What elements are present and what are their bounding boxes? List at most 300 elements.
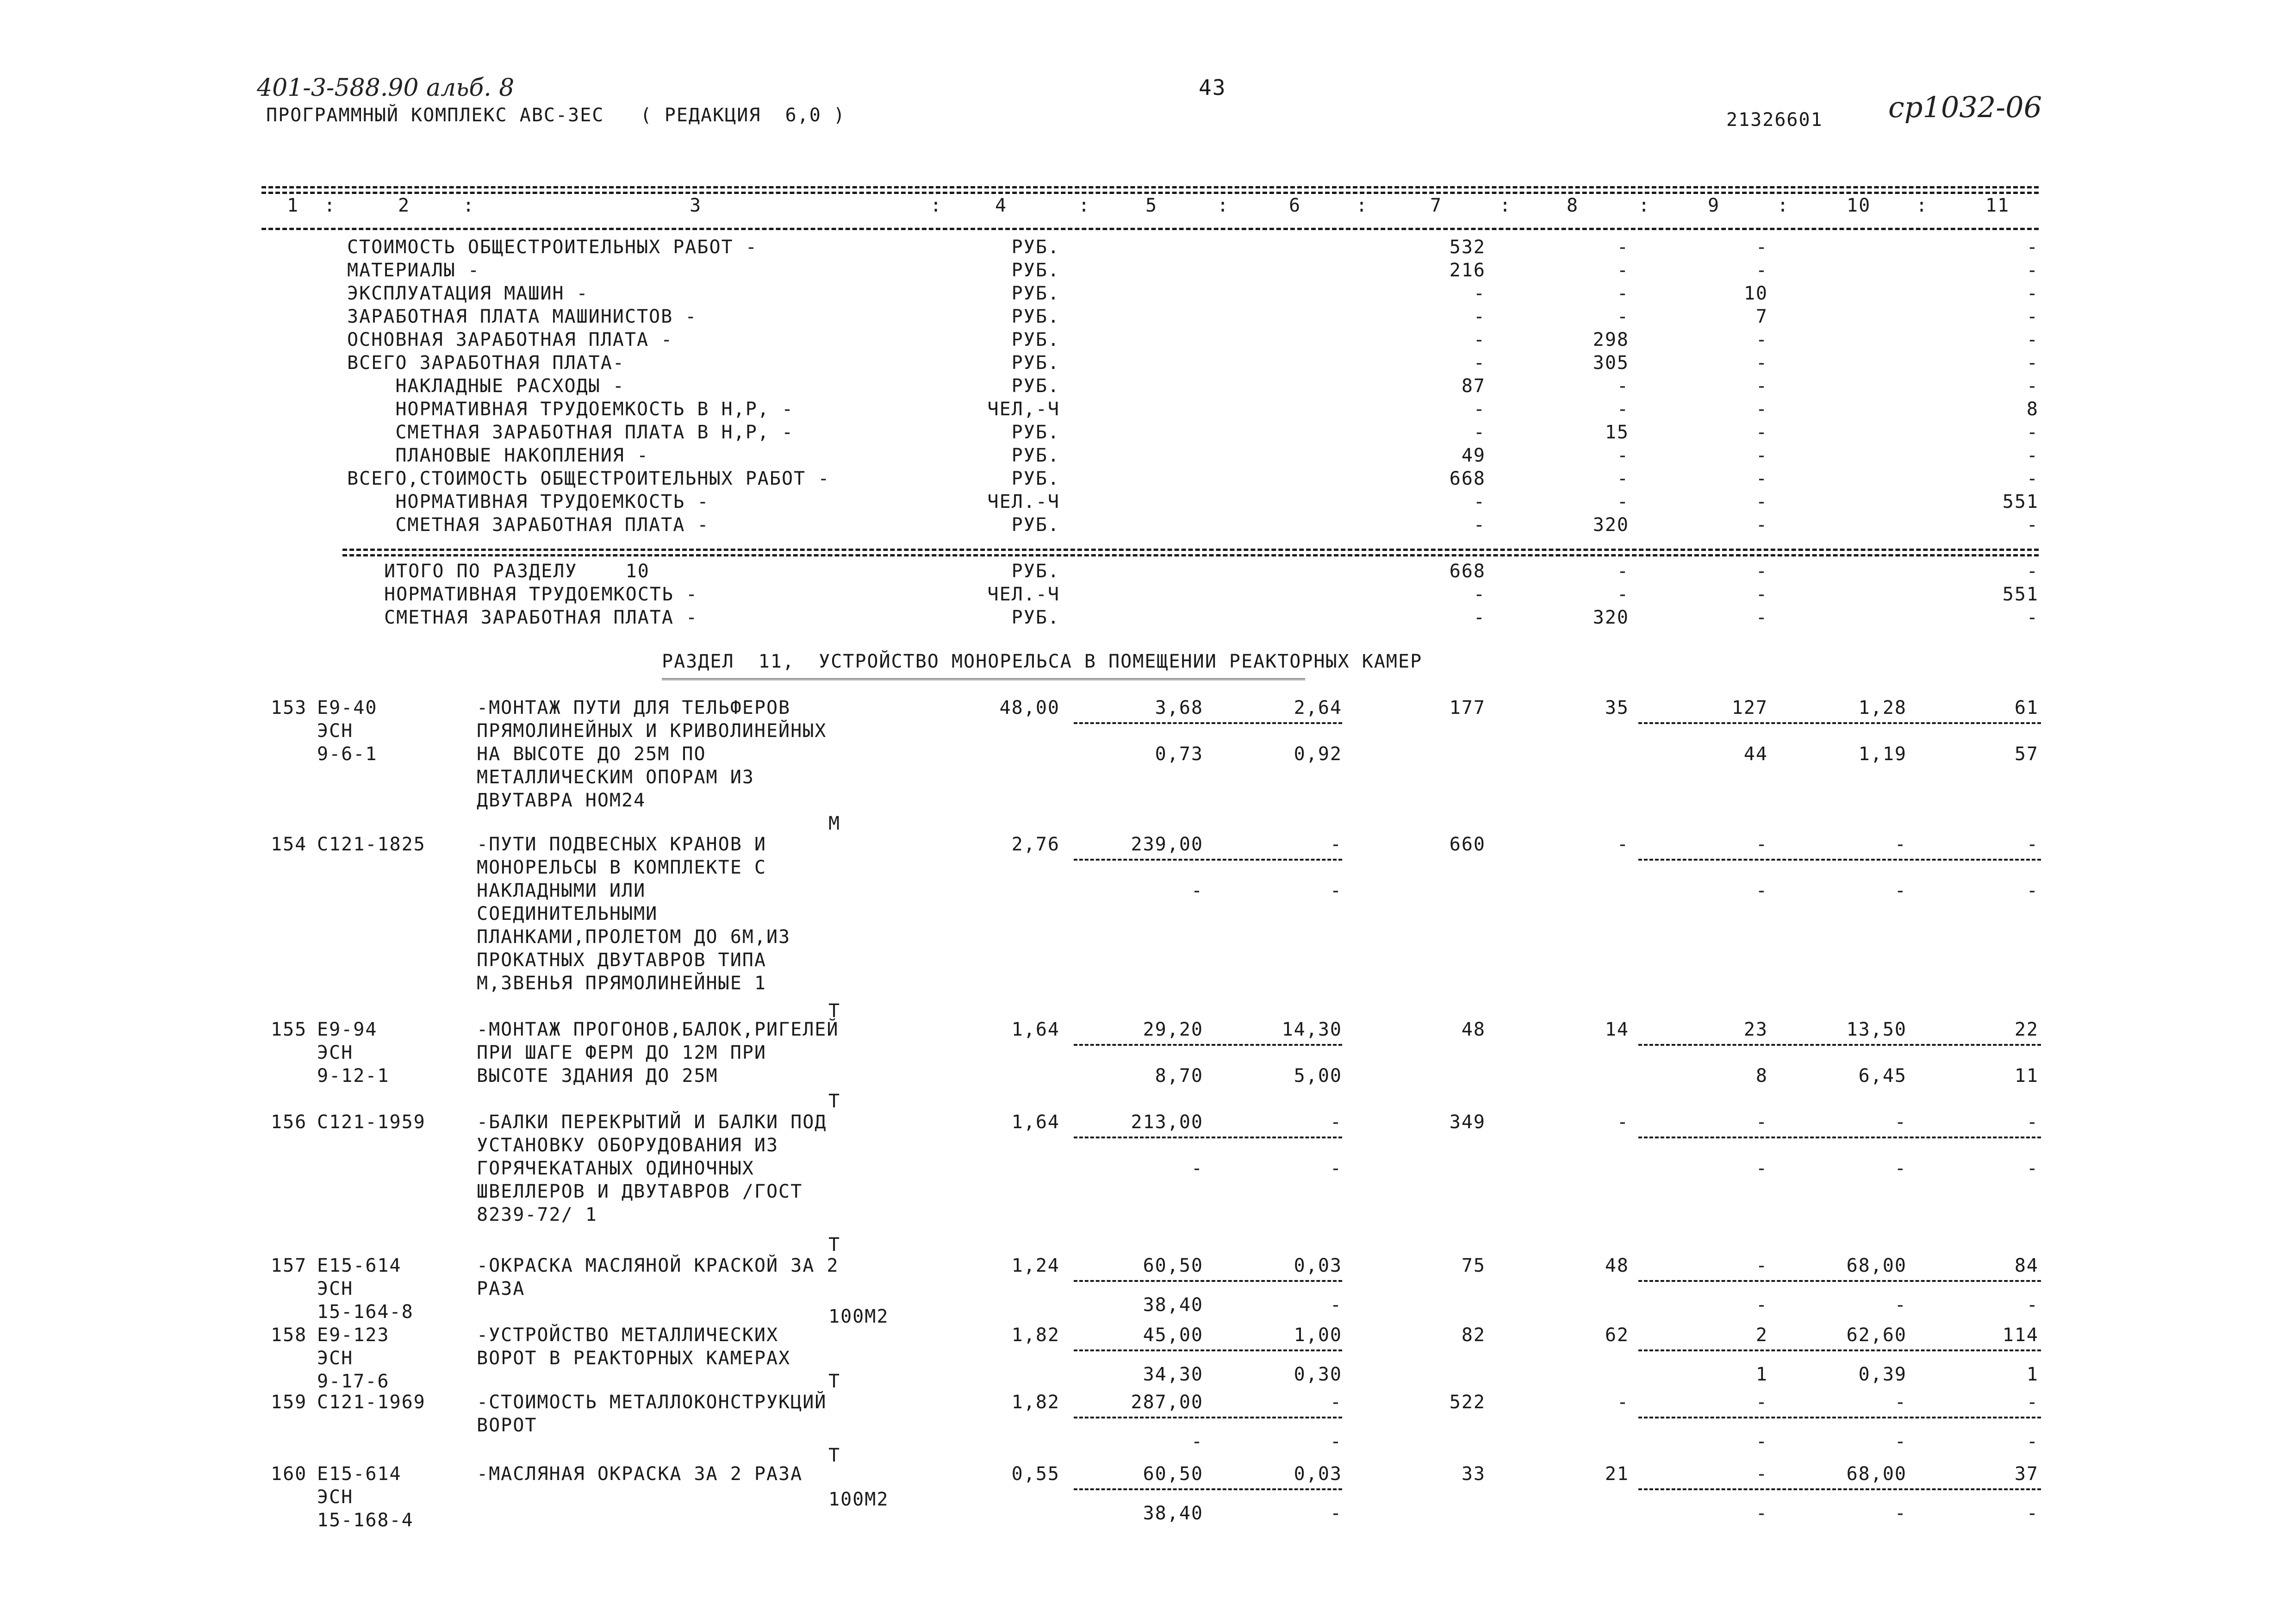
column-header-7: 7 (1430, 195, 1443, 216)
column-separator: : (1638, 195, 1651, 216)
summary-unit: РУБ. (1011, 375, 1060, 397)
item-code: С121-1959 (317, 1112, 426, 1133)
value-divider (1638, 859, 2041, 861)
item-value-c10b: - (1894, 880, 1907, 901)
item-description: -МОНТАЖ ПУТИ ДЛЯ ТЕЛЬФЕРОВ (477, 697, 791, 718)
item-value-c8: - (1617, 1392, 1629, 1413)
column-header-2: 2 (398, 195, 411, 216)
total-label: СМЕТНАЯ ЗАРАБОТНАЯ ПЛАТА - (384, 607, 698, 628)
value-divider (1074, 1044, 1342, 1046)
item-value-c5b: 38,40 (1143, 1294, 1203, 1316)
item-value-c7: 75 (1461, 1255, 1486, 1276)
item-value-c6b: - (1330, 1431, 1342, 1452)
summary-label: НАКЛАДНЫЕ РАСХОДЫ - (347, 375, 625, 397)
item-value-c7: 660 (1449, 834, 1486, 855)
total-value-c11: - (2026, 607, 2039, 628)
summary-value-c7: - (1473, 352, 1486, 374)
item-value-c9: - (1755, 1255, 1768, 1276)
column-header-11: 11 (1985, 195, 2010, 216)
total-unit: РУБ. (1011, 607, 1060, 628)
item-value-c10b: - (1894, 1294, 1907, 1316)
item-value-c6b: 0,30 (1294, 1364, 1342, 1385)
item-unit: Т (828, 1445, 841, 1466)
item-code: Е15-614 (317, 1463, 402, 1485)
value-divider (1074, 1137, 1342, 1138)
summary-value-c7: - (1473, 514, 1486, 536)
summary-value-c9: - (1755, 399, 1768, 420)
item-description: ВОРОТ (477, 1415, 537, 1436)
total-unit: РУБ. (1011, 561, 1060, 582)
item-number: 153 (271, 697, 307, 718)
summary-label: ОСНОВНАЯ ЗАРАБОТНАЯ ПЛАТА - (347, 329, 673, 350)
value-divider (1074, 1488, 1342, 1490)
summary-value-c11: - (2026, 352, 2039, 374)
item-value-c11b: - (2026, 1503, 2039, 1524)
summary-value-c8: - (1617, 491, 1629, 512)
item-value-c10b: 6,45 (1858, 1065, 1907, 1087)
item-value-c9: - (1755, 834, 1768, 855)
column-header-9: 9 (1708, 195, 1720, 216)
item-value-c6b: 0,92 (1294, 743, 1342, 765)
item-value-c4: 1,64 (1011, 1019, 1060, 1040)
header-bottom-rule (261, 228, 2039, 230)
item-unit: М (828, 813, 841, 834)
item-value-c8: - (1617, 834, 1629, 855)
value-divider (1074, 1280, 1342, 1282)
item-description: ГОРЯЧЕКАТАНЫХ ОДИНОЧНЫХ (477, 1158, 754, 1179)
item-value-c8: - (1617, 1112, 1629, 1133)
item-description: МЕТАЛЛИЧЕСКИМ ОПОРАМ ИЗ (477, 767, 754, 788)
summary-value-c11: - (2026, 422, 2039, 443)
item-description: М,ЗВЕНЬЯ ПРЯМОЛИНЕЙНЫЕ 1 (477, 973, 766, 994)
summary-unit: РУБ. (1011, 237, 1060, 258)
summary-unit: РУБ. (1011, 514, 1060, 536)
item-value-c5b: - (1191, 1431, 1203, 1452)
page-number: 43 (1199, 75, 1226, 100)
item-value-c4: 0,55 (1011, 1463, 1060, 1485)
column-header-3: 3 (690, 195, 702, 216)
value-divider (1638, 1488, 2041, 1490)
summary-value-c7: - (1473, 399, 1486, 420)
column-header-4: 4 (995, 195, 1008, 216)
summary-value-c8: - (1617, 399, 1629, 420)
column-header-8: 8 (1567, 195, 1579, 216)
item-value-c10: 68,00 (1846, 1463, 1907, 1485)
summary-value-c7: - (1473, 491, 1486, 512)
item-value-c5b: - (1191, 1158, 1203, 1179)
item-value-c8: 14 (1605, 1019, 1629, 1040)
item-value-c9: - (1755, 1112, 1768, 1133)
summary-unit: РУБ. (1011, 422, 1060, 443)
item-description: -ОКРАСКА МАСЛЯНОЙ КРАСКОЙ ЗА 2 (477, 1255, 839, 1276)
item-description: -БАЛКИ ПЕРЕКРЫТИЙ И БАЛКИ ПОД (477, 1112, 827, 1133)
column-separator: : (1356, 195, 1369, 216)
item-description: -УСТРОЙСТВО МЕТАЛЛИЧЕСКИХ (477, 1324, 779, 1346)
column-separator: : (1217, 195, 1230, 216)
item-value-c9: 127 (1731, 697, 1768, 718)
item-value-c6b: - (1330, 1294, 1342, 1316)
item-description: НА ВЫСОТЕ ДО 25М ПО (477, 743, 706, 765)
total-value-c8: - (1617, 561, 1629, 582)
item-value-c9: 2 (1755, 1324, 1768, 1346)
summary-value-c8: - (1617, 306, 1629, 327)
item-value-c9b: - (1755, 1431, 1768, 1452)
item-description: ПРОКАТНЫХ ДВУТАВРОВ ТИПА (477, 949, 766, 971)
summary-value-c8: 298 (1593, 329, 1629, 350)
item-value-c11: 37 (2014, 1463, 2039, 1485)
item-value-c8: 62 (1605, 1324, 1629, 1346)
total-value-c11: 551 (2002, 584, 2039, 605)
summary-unit: РУБ. (1011, 306, 1060, 327)
item-value-c4: 2,76 (1011, 834, 1060, 855)
column-separator: : (1500, 195, 1512, 216)
item-value-c10: - (1894, 1112, 1907, 1133)
item-value-c9b: - (1755, 1158, 1768, 1179)
total-value-c11: - (2026, 561, 2039, 582)
item-value-c9: - (1755, 1392, 1768, 1413)
item-value-c6: 14,30 (1282, 1019, 1342, 1040)
item-value-c7: 349 (1449, 1112, 1486, 1133)
summary-label: НОРМАТИВНАЯ ТРУДОЕМКОСТЬ - (347, 491, 709, 512)
summary-unit: РУБ. (1011, 260, 1060, 281)
item-description: ПРЯМОЛИНЕЙНЫХ И КРИВОЛИНЕЙНЫХ (477, 720, 827, 742)
item-code: ЭСН (317, 720, 354, 742)
summary-value-c7: 668 (1449, 468, 1486, 489)
summary-value-c8: - (1617, 468, 1629, 489)
item-description: ПЛАНКАМИ,ПРОЛЕТОМ ДО 6М,ИЗ (477, 926, 791, 948)
summary-label: НОРМАТИВНАЯ ТРУДОЕМКОСТЬ В Н,Р, - (347, 399, 794, 420)
value-divider (1638, 722, 2041, 724)
total-label: ИТОГО ПО РАЗДЕЛУ 10 (384, 561, 650, 582)
item-code: С121-1969 (317, 1392, 426, 1413)
item-value-c11: 114 (2002, 1324, 2039, 1346)
item-value-c5b: - (1191, 880, 1203, 901)
item-value-c11: - (2026, 834, 2039, 855)
item-value-c6b: - (1330, 1503, 1342, 1524)
summary-value-c11: 551 (2002, 491, 2039, 512)
summary-value-c11: - (2026, 283, 2039, 304)
item-description: 8239-72/ 1 (477, 1204, 597, 1225)
total-value-c8: - (1617, 584, 1629, 605)
item-value-c5b: 8,70 (1155, 1065, 1203, 1087)
summary-value-c8: 305 (1593, 352, 1629, 374)
summary-value-c8: 15 (1605, 422, 1629, 443)
item-unit: Т (828, 1091, 841, 1112)
item-value-c11: - (2026, 1112, 2039, 1133)
item-code: 9-17-6 (317, 1371, 390, 1392)
total-unit: ЧЕЛ.-Ч (987, 584, 1060, 605)
item-unit: Т (828, 1234, 841, 1255)
item-unit: 100М2 (828, 1306, 889, 1327)
item-value-c6b: 5,00 (1294, 1065, 1342, 1087)
summary-value-c11: - (2026, 306, 2039, 327)
item-code: 9-6-1 (317, 743, 378, 765)
summary-unit: РУБ. (1011, 445, 1060, 466)
item-code: Е9-94 (317, 1019, 378, 1040)
item-value-c9: - (1755, 1463, 1768, 1485)
summary-value-c11: - (2026, 375, 2039, 397)
summary-value-c8: - (1617, 237, 1629, 258)
item-number: 160 (271, 1463, 307, 1485)
value-divider (1074, 859, 1342, 861)
summary-value-c9: - (1755, 514, 1768, 536)
item-description: НАКЛАДНЫМИ ИЛИ (477, 880, 646, 901)
total-value-c9: - (1755, 607, 1768, 628)
item-code: ЭСН (317, 1042, 354, 1063)
item-code: Е9-40 (317, 697, 378, 718)
handwritten-code: ср1032-06 (1888, 90, 2042, 124)
item-value-c10: 62,60 (1846, 1324, 1907, 1346)
item-code: ЭСН (317, 1278, 354, 1299)
item-value-c7: 177 (1449, 697, 1486, 718)
item-value-c9b: - (1755, 1503, 1768, 1524)
item-value-c4: 1,82 (1011, 1392, 1060, 1413)
item-code: С121-1825 (317, 834, 426, 855)
summary-label: ПЛАНОВЫЕ НАКОПЛЕНИЯ - (347, 445, 649, 466)
item-value-c6b: - (1330, 1158, 1342, 1179)
item-value-c9b: 8 (1755, 1065, 1768, 1087)
item-value-c9: 23 (1743, 1019, 1768, 1040)
summary-value-c11: - (2026, 514, 2039, 536)
item-value-c5: 239,00 (1131, 834, 1203, 855)
summary-unit: РУБ. (1011, 468, 1060, 489)
summary-label: СМЕТНАЯ ЗАРАБОТНАЯ ПЛАТА В Н,Р, - (347, 422, 794, 443)
total-label: НОРМАТИВНАЯ ТРУДОЕМКОСТЬ - (384, 584, 698, 605)
item-number: 158 (271, 1324, 307, 1346)
total-value-c7: - (1473, 607, 1486, 628)
item-code: ЭСН (317, 1487, 354, 1508)
value-divider (1074, 722, 1342, 724)
summary-value-c9: - (1755, 491, 1768, 512)
summary-bottom-rule-2 (342, 554, 2039, 556)
item-value-c10: - (1894, 1392, 1907, 1413)
summary-value-c11: - (2026, 445, 2039, 466)
item-value-c5b: 0,73 (1155, 743, 1203, 765)
summary-value-c11: - (2026, 468, 2039, 489)
item-value-c5: 45,00 (1143, 1324, 1203, 1346)
summary-value-c9: - (1755, 445, 1768, 466)
summary-value-c9: - (1755, 329, 1768, 350)
item-value-c5: 3,68 (1155, 697, 1203, 718)
item-value-c10b: 1,19 (1858, 743, 1907, 765)
item-value-c4: 1,64 (1011, 1112, 1060, 1133)
item-description: -МАСЛЯНАЯ ОКРАСКА ЗА 2 РАЗА (477, 1463, 803, 1485)
item-value-c11b: - (2026, 1158, 2039, 1179)
summary-value-c7: - (1473, 306, 1486, 327)
summary-unit: РУБ. (1011, 283, 1060, 304)
summary-label: СТОИМОСТЬ ОБЩЕСТРОИТЕЛЬНЫХ РАБОТ - (347, 237, 758, 258)
column-header-1: 1 (287, 195, 299, 216)
item-value-c10: 1,28 (1858, 697, 1907, 718)
value-divider (1638, 1044, 2041, 1046)
total-value-c7: 668 (1449, 561, 1486, 582)
item-description: ПРИ ШАГЕ ФЕРМ ДО 12М ПРИ (477, 1042, 766, 1063)
item-description: ДВУТАВРА НОМ24 (477, 790, 646, 811)
item-code: 15-168-4 (317, 1510, 414, 1531)
item-unit: 100М2 (828, 1489, 889, 1510)
item-value-c10b: - (1894, 1158, 1907, 1179)
summary-value-c11: - (2026, 237, 2039, 258)
item-value-c11: 22 (2014, 1019, 2039, 1040)
summary-value-c7: - (1473, 329, 1486, 350)
item-value-c6: 0,03 (1294, 1463, 1342, 1485)
item-value-c7: 48 (1461, 1019, 1486, 1040)
summary-value-c11: 8 (2026, 399, 2039, 420)
summary-value-c8: - (1617, 260, 1629, 281)
item-value-c9b: 1 (1755, 1364, 1768, 1385)
item-value-c5: 29,20 (1143, 1019, 1203, 1040)
summary-label: МАТЕРИАЛЫ - (347, 260, 480, 281)
total-value-c7: - (1473, 584, 1486, 605)
item-value-c6: 0,03 (1294, 1255, 1342, 1276)
item-value-c10b: 0,39 (1858, 1364, 1907, 1385)
value-divider (1638, 1280, 2041, 1282)
item-description: МОНОРЕЛЬСЫ В КОМПЛЕКТЕ С (477, 857, 766, 878)
item-value-c5: 287,00 (1131, 1392, 1203, 1413)
section-title: РАЗДЕЛ 11, УСТРОЙСТВО МОНОРЕЛЬСА В ПОМЕЩЕНИИ РЕАКТОРНЫХ КАМЕР (662, 651, 1423, 672)
item-value-c6: 2,64 (1294, 697, 1342, 718)
value-divider (1638, 1349, 2041, 1351)
summary-value-c9: - (1755, 352, 1768, 374)
total-value-c9: - (1755, 584, 1768, 605)
summary-value-c7: 49 (1461, 445, 1486, 466)
column-header-5: 5 (1145, 195, 1158, 216)
item-description: ШВЕЛЛЕРОВ И ДВУТАВРОВ /ГОСТ (477, 1181, 803, 1202)
value-divider (1074, 1417, 1342, 1418)
item-value-c11: 84 (2014, 1255, 2039, 1276)
item-value-c11: 61 (2014, 697, 2039, 718)
summary-value-c9: 10 (1743, 283, 1768, 304)
summary-value-c11: - (2026, 329, 2039, 350)
summary-value-c8: - (1617, 445, 1629, 466)
item-description: УСТАНОВКУ ОБОРУДОВАНИЯ ИЗ (477, 1135, 779, 1156)
item-value-c11b: 57 (2014, 743, 2039, 765)
item-unit: Т (828, 1371, 841, 1392)
item-description: -МОНТАЖ ПРОГОНОВ,БАЛОК,РИГЕЛЕЙ (477, 1019, 839, 1040)
column-separator: : (463, 195, 475, 216)
summary-value-c11: - (2026, 260, 2039, 281)
item-value-c8: 21 (1605, 1463, 1629, 1485)
item-value-c10b: - (1894, 1503, 1907, 1524)
item-value-c6: 1,00 (1294, 1324, 1342, 1346)
item-description: РАЗА (477, 1278, 525, 1299)
item-value-c5b: 34,30 (1143, 1364, 1203, 1385)
item-value-c9b: 44 (1743, 743, 1768, 765)
item-code: Е15-614 (317, 1255, 402, 1276)
value-divider (1638, 1137, 2041, 1138)
summary-value-c9: - (1755, 237, 1768, 258)
summary-unit: РУБ. (1011, 329, 1060, 350)
item-description: -ПУТИ ПОДВЕСНЫХ КРАНОВ И (477, 834, 766, 855)
item-value-c8: 48 (1605, 1255, 1629, 1276)
item-value-c11b: - (2026, 1294, 2039, 1316)
summary-value-c8: - (1617, 375, 1629, 397)
summary-label: ВСЕГО,СТОИМОСТЬ ОБЩЕСТРОИТЕЛЬНЫХ РАБОТ - (347, 468, 830, 489)
item-description: -СТОИМОСТЬ МЕТАЛЛОКОНСТРУКЦИЙ (477, 1392, 827, 1413)
summary-value-c7: - (1473, 283, 1486, 304)
table-top-rule-2 (261, 192, 2039, 194)
summary-value-c7: 87 (1461, 375, 1486, 397)
summary-unit: РУБ. (1011, 352, 1060, 374)
item-code: Е9-123 (317, 1324, 390, 1346)
summary-unit: ЧЕЛ.-Ч (987, 491, 1060, 512)
table-top-rule (261, 186, 2039, 188)
item-description: ВЫСОТЕ ЗДАНИЯ ДО 25М (477, 1065, 718, 1087)
item-value-c10: - (1894, 834, 1907, 855)
item-code: ЭСН (317, 1348, 354, 1369)
item-value-c9b: - (1755, 1294, 1768, 1316)
total-value-c9: - (1755, 561, 1768, 582)
item-number: 157 (271, 1255, 307, 1276)
summary-value-c8: - (1617, 283, 1629, 304)
item-value-c11b: 11 (2014, 1065, 2039, 1087)
summary-label: СМЕТНАЯ ЗАРАБОТНАЯ ПЛАТА - (347, 514, 709, 536)
item-value-c5: 60,50 (1143, 1463, 1203, 1485)
summary-value-c9: - (1755, 375, 1768, 397)
column-separator: : (930, 195, 943, 216)
item-code: 15-164-8 (317, 1301, 414, 1323)
summary-value-c9: - (1755, 260, 1768, 281)
item-value-c6b: - (1330, 880, 1342, 901)
summary-label: ЭКСПЛУАТАЦИЯ МАШИН - (347, 283, 589, 304)
item-unit: Т (828, 1000, 841, 1022)
item-description: СОЕДИНИТЕЛЬНЫМИ (477, 903, 658, 924)
value-divider (1638, 1417, 2041, 1418)
summary-value-c9: - (1755, 422, 1768, 443)
summary-value-c8: 320 (1593, 514, 1629, 536)
column-separator: : (1078, 195, 1091, 216)
summary-value-c9: - (1755, 468, 1768, 489)
item-value-c4: 1,24 (1011, 1255, 1060, 1276)
item-value-c7: 522 (1449, 1392, 1486, 1413)
item-number: 155 (271, 1019, 307, 1040)
summary-value-c7: 216 (1449, 260, 1486, 281)
item-number: 154 (271, 834, 307, 855)
section-title-underline (662, 678, 1305, 680)
item-value-c11b: - (2026, 880, 2039, 901)
column-header-10: 10 (1847, 195, 1871, 216)
item-value-c10: 13,50 (1846, 1019, 1907, 1040)
summary-label: ЗАРАБОТНАЯ ПЛАТА МАШИНИСТОВ - (347, 306, 697, 327)
item-value-c6: - (1330, 1112, 1342, 1133)
column-header-6: 6 (1289, 195, 1301, 216)
item-value-c5: 60,50 (1143, 1255, 1203, 1276)
item-value-c5b: 38,40 (1143, 1503, 1203, 1524)
summary-value-c7: 532 (1449, 237, 1486, 258)
item-value-c6: - (1330, 834, 1342, 855)
summary-value-c9: 7 (1755, 306, 1768, 327)
item-value-c11b: - (2026, 1431, 2039, 1452)
handwritten-reference: 401-3-588.90 альб. 8 (257, 74, 515, 102)
summary-bottom-rule (342, 549, 2039, 551)
item-value-c11: - (2026, 1392, 2039, 1413)
item-value-c11b: 1 (2026, 1364, 2039, 1385)
item-number: 159 (271, 1392, 307, 1413)
value-divider (1074, 1349, 1342, 1351)
item-value-c7: 33 (1461, 1463, 1486, 1485)
item-value-c10b: - (1894, 1431, 1907, 1452)
total-value-c8: 320 (1593, 607, 1629, 628)
summary-unit: ЧЕЛ,-Ч (987, 399, 1060, 420)
item-value-c4: 1,82 (1011, 1324, 1060, 1346)
item-value-c9b: - (1755, 880, 1768, 901)
program-title: ПРОГРАММНЫЙ КОМПЛЕКС АВС-ЗЕС ( РЕДАКЦИЯ 6,0 ) (266, 105, 846, 126)
item-value-c5: 213,00 (1131, 1112, 1203, 1133)
item-value-c8: 35 (1605, 697, 1629, 718)
item-value-c6: - (1330, 1392, 1342, 1413)
item-value-c10: 68,00 (1846, 1255, 1907, 1276)
column-separator: : (1916, 195, 1929, 216)
